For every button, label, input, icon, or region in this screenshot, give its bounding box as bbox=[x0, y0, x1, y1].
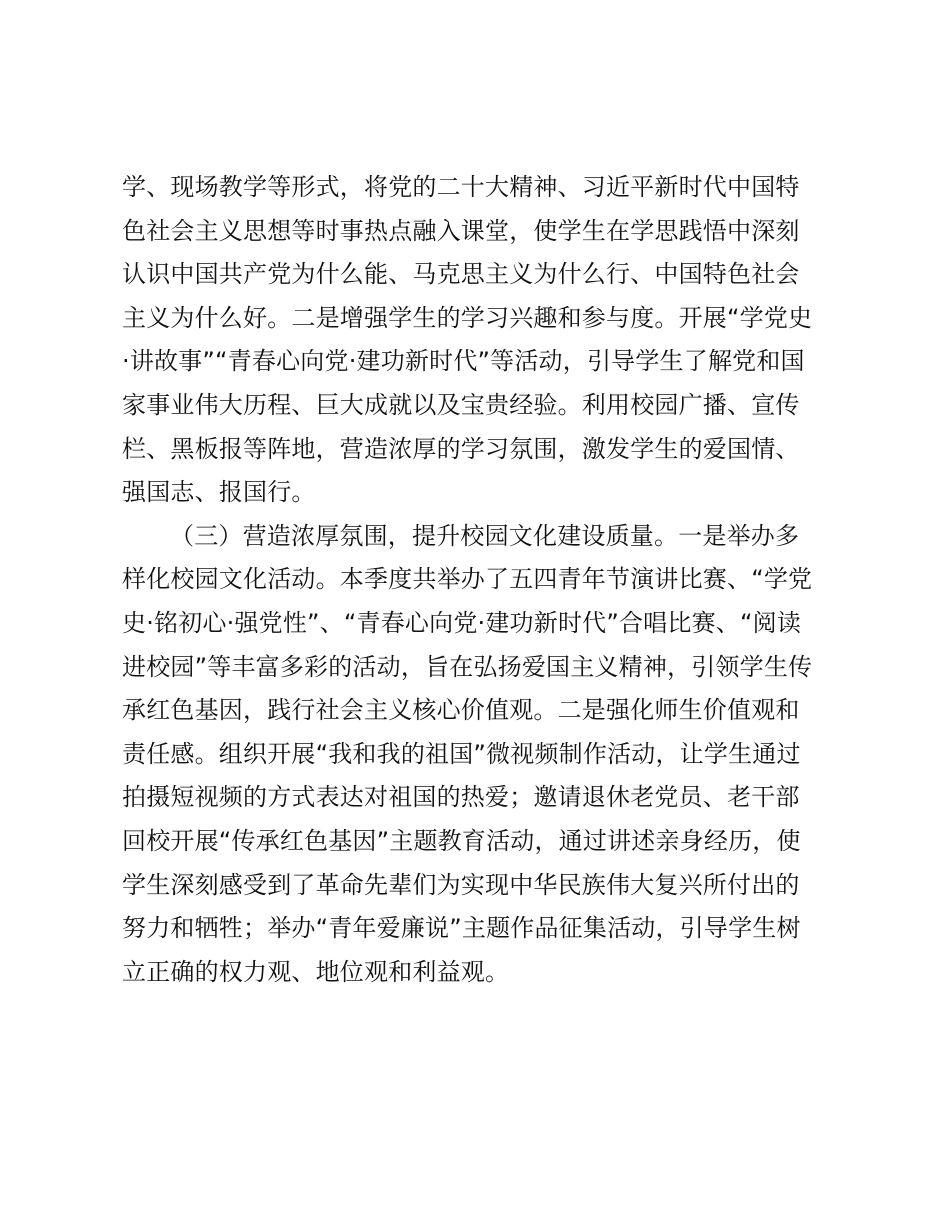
text-line: 责任感。组织开展“我和我的祖国”微视频制作活动，让学生通过 bbox=[122, 739, 801, 768]
text-line: 拍摄短视频的方式表达对祖国的热爱；邀请退休老党员、老干部 bbox=[122, 783, 800, 812]
text-line: 承红色基因，践行社会主义核心价值观。二是强化师生价值观和 bbox=[122, 696, 800, 725]
text-line: 家事业伟大历程、巨大成就以及宝贵经验。利用校园广播、宣传 bbox=[122, 390, 800, 419]
text-line: 主义为什么好。二是增强学生的学习兴趣和参与度。开展“学党史 bbox=[122, 303, 813, 332]
text-line: 栏、黑板报等阵地，营造浓厚的学习氛围，激发学生的爱国情、 bbox=[122, 434, 800, 463]
text-line: 认识中国共产党为什么能、马克思主义为什么行、中国特色社会 bbox=[122, 260, 800, 289]
text-line: 学、现场教学等形式，将党的二十大精神、习近平新时代中国特 bbox=[122, 173, 800, 201]
text-line: 回校开展“传承红色基因”主题教育活动，通过讲述亲身经历，使 bbox=[122, 826, 801, 855]
text-line: 进校园”等丰富多彩的活动，旨在弘扬爱国主义精神，引领学生传 bbox=[122, 652, 813, 681]
text-line: 样化校园文化活动。本季度共举办了五四青年节演讲比赛、“学党 bbox=[122, 565, 813, 594]
text-line: 色社会主义思想等时事热点融入课堂，使学生在学思践悟中深刻 bbox=[122, 216, 800, 245]
text-line: 史·铭初心·强党性”、“青春心向党·建功新时代”合唱比赛、“阅读 bbox=[122, 608, 802, 637]
text-line: 努力和牺牲；举办“青年爱廉说”主题作品征集活动，引导学生树 bbox=[122, 914, 801, 943]
text-line: 强国志、报国行。 bbox=[122, 478, 316, 507]
text-line: 学生深刻感受到了革命先辈们为实现中华民族伟大复兴所付出的 bbox=[122, 870, 800, 899]
section-heading-line: （三）营造浓厚氛围，提升校园文化建设质量。一是举办多 bbox=[170, 521, 800, 550]
body-text bbox=[122, 166, 842, 994]
text-line: 立正确的权力观、地位观和利益观。 bbox=[122, 957, 510, 986]
text-line: ·讲故事”“青春心向党·建功新时代”等活动，引导学生了解党和国 bbox=[122, 347, 805, 376]
